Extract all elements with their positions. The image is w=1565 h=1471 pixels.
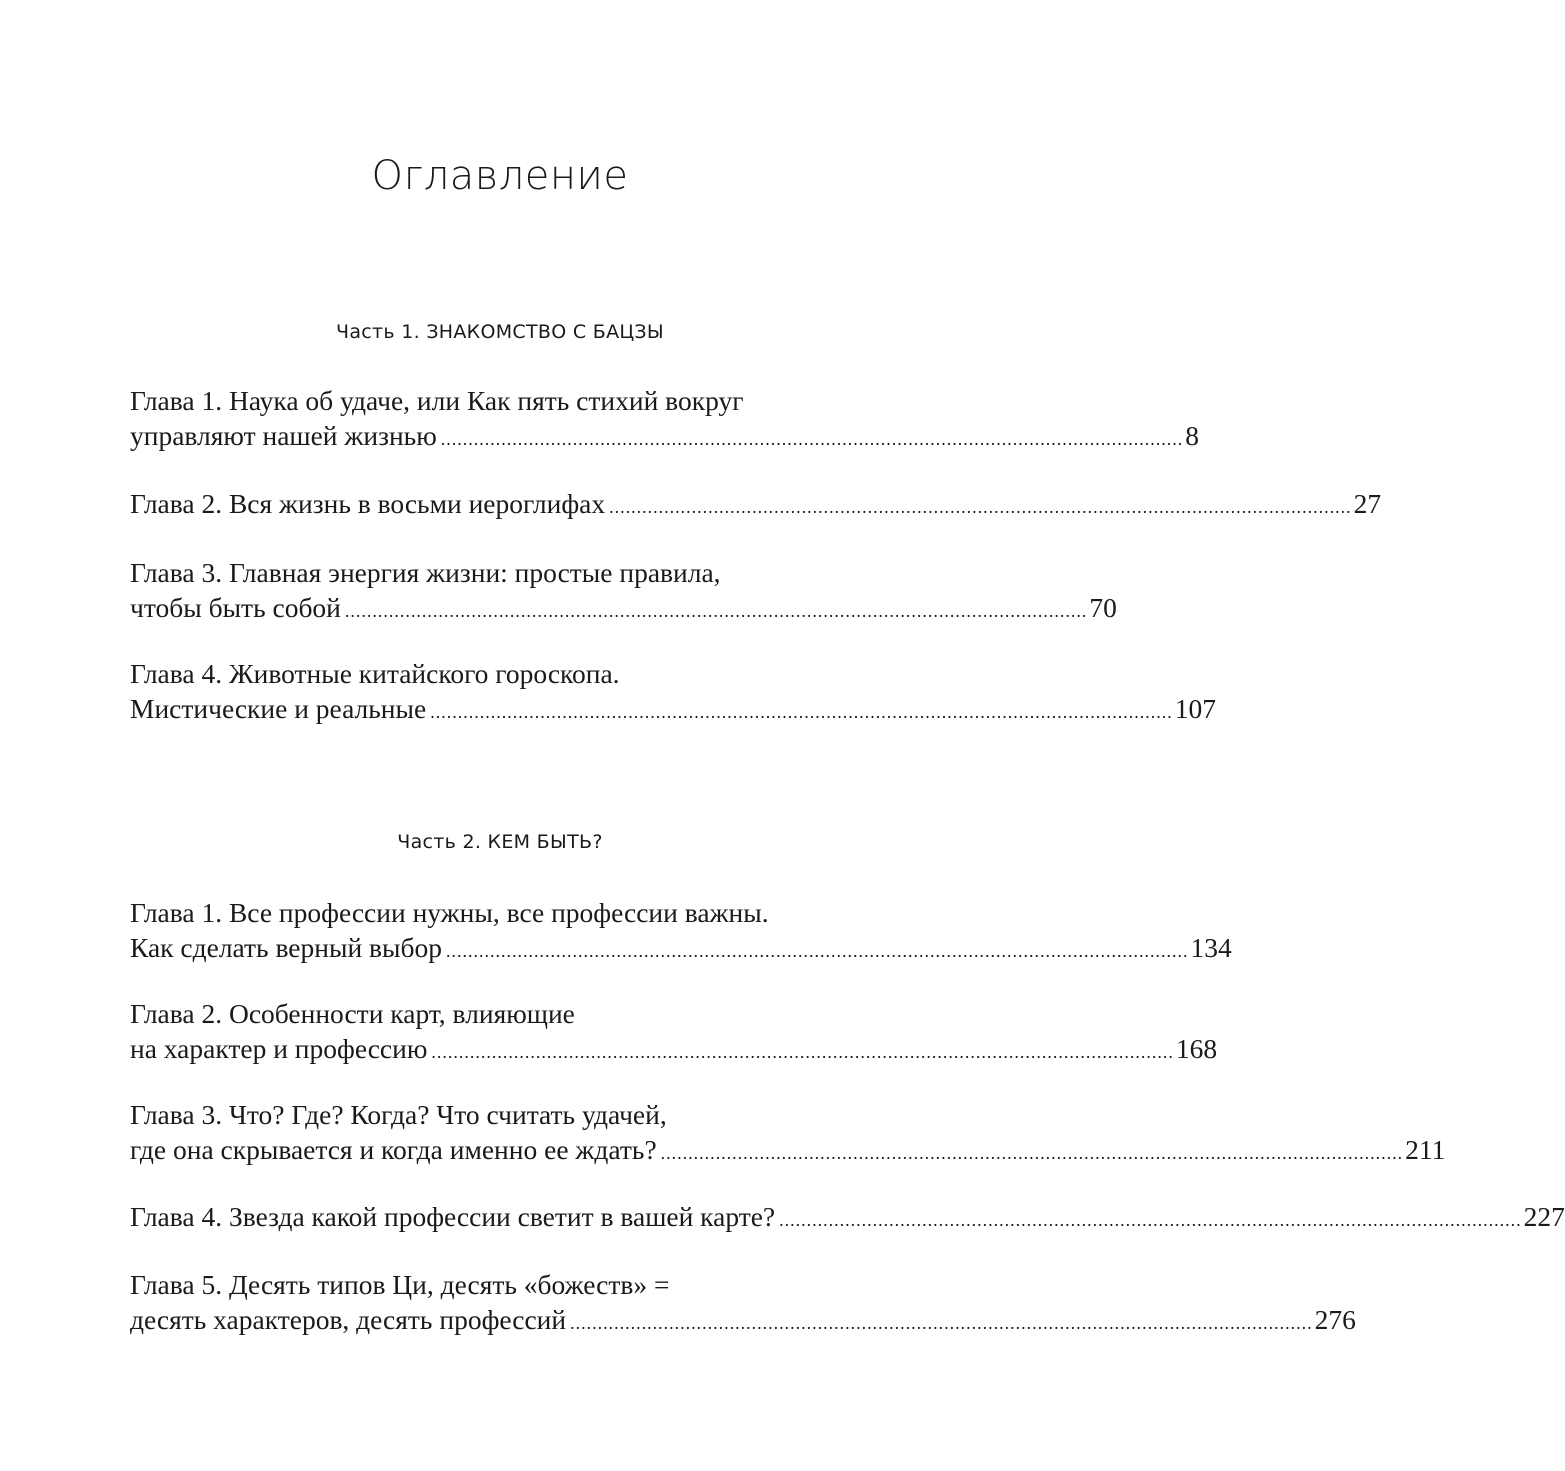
toc-entry-title-line: чтобы быть собой [130,592,341,623]
toc-entry[interactable] [130,895,1232,969]
toc-entry[interactable] [130,383,1200,457]
toc-entry-title-line: на характер и профессию [130,1033,428,1064]
toc-entry[interactable] [130,486,1382,525]
toc-entry-title-line: Мистические и реальные [130,693,427,724]
dot-leader: ....................................................................................................................................... [779,1210,1522,1230]
dot-leader: ....................................................................................................................................... [609,497,1352,517]
dot-leader: ....................................................................................................................................... [570,1313,1313,1333]
toc-entry-title-line: Глава 5. Десять типов Ци, десять «божеств» = [130,1269,670,1300]
dot-leader: ....................................................................................................................................... [430,702,1173,722]
toc-entry[interactable] [130,656,1216,730]
page-title: Оглавление [371,153,629,199]
page-number: 168 [1175,1033,1218,1064]
dot-leader: ....................................................................................................................................... [446,941,1189,961]
page-number: 227 [1523,1201,1565,1232]
dot-leader: ....................................................................................................................................... [344,601,1088,621]
page-number: 27 [1353,488,1382,519]
page-number: 70 [1089,592,1117,623]
toc-entry-title-line: Как сделать верный выбор [130,932,442,963]
toc-entry[interactable] [130,1267,1356,1341]
toc-entry-title-line: управляют нашей жизнью [130,420,437,451]
page-number: 134 [1190,932,1232,963]
dot-leader: ....................................................................................................................................... [431,1042,1174,1062]
toc-entry-title-line: Глава 4. Животные китайского гороскопа. [130,658,620,689]
toc-entry-title-line: Глава 1. Все профессии нужны, все профессии важны. [130,897,769,928]
toc-entry[interactable] [130,996,1218,1070]
page-number: 107 [1174,693,1216,724]
dot-leader: ....................................................................................................................................... [660,1143,1404,1163]
toc-entry-title-line: Глава 3. Что? Где? Когда? Что считать удачей, [130,1099,667,1130]
page-number: 211 [1405,1134,1446,1165]
page-number: 276 [1314,1304,1356,1335]
toc-entry-title-line: Глава 2. Вся жизнь в восьми иероглифах [130,488,606,519]
toc-entry-title-line: Глава 1. Наука об удаче, или Как пять стихий вокруг [130,385,744,416]
part-heading: Часть 2. КЕМ БЫТЬ? [397,831,603,853]
dot-leader: ....................................................................................................................................... [440,429,1184,449]
toc-entry[interactable] [130,1199,1565,1238]
page-number: 8 [1185,420,1200,451]
toc-entry-title-line: где она скрывается и когда именно ее ждать? [130,1134,657,1165]
toc-entry[interactable] [130,555,1117,629]
toc-entry[interactable] [130,1097,1446,1171]
toc-entry-title-line: десять характеров, десять профессий [130,1304,567,1335]
toc-entry-title-line: Глава 3. Главная энергия жизни: простые правила, [130,557,721,588]
part-heading: Часть 1. ЗНАКОМСТВО С БАЦЗЫ [336,321,664,343]
toc-entry-title-line: Глава 4. Звезда какой профессии светит в вашей карте? [130,1201,776,1232]
toc-entry-title-line: Глава 2. Особенности карт, влияющие [130,998,575,1029]
